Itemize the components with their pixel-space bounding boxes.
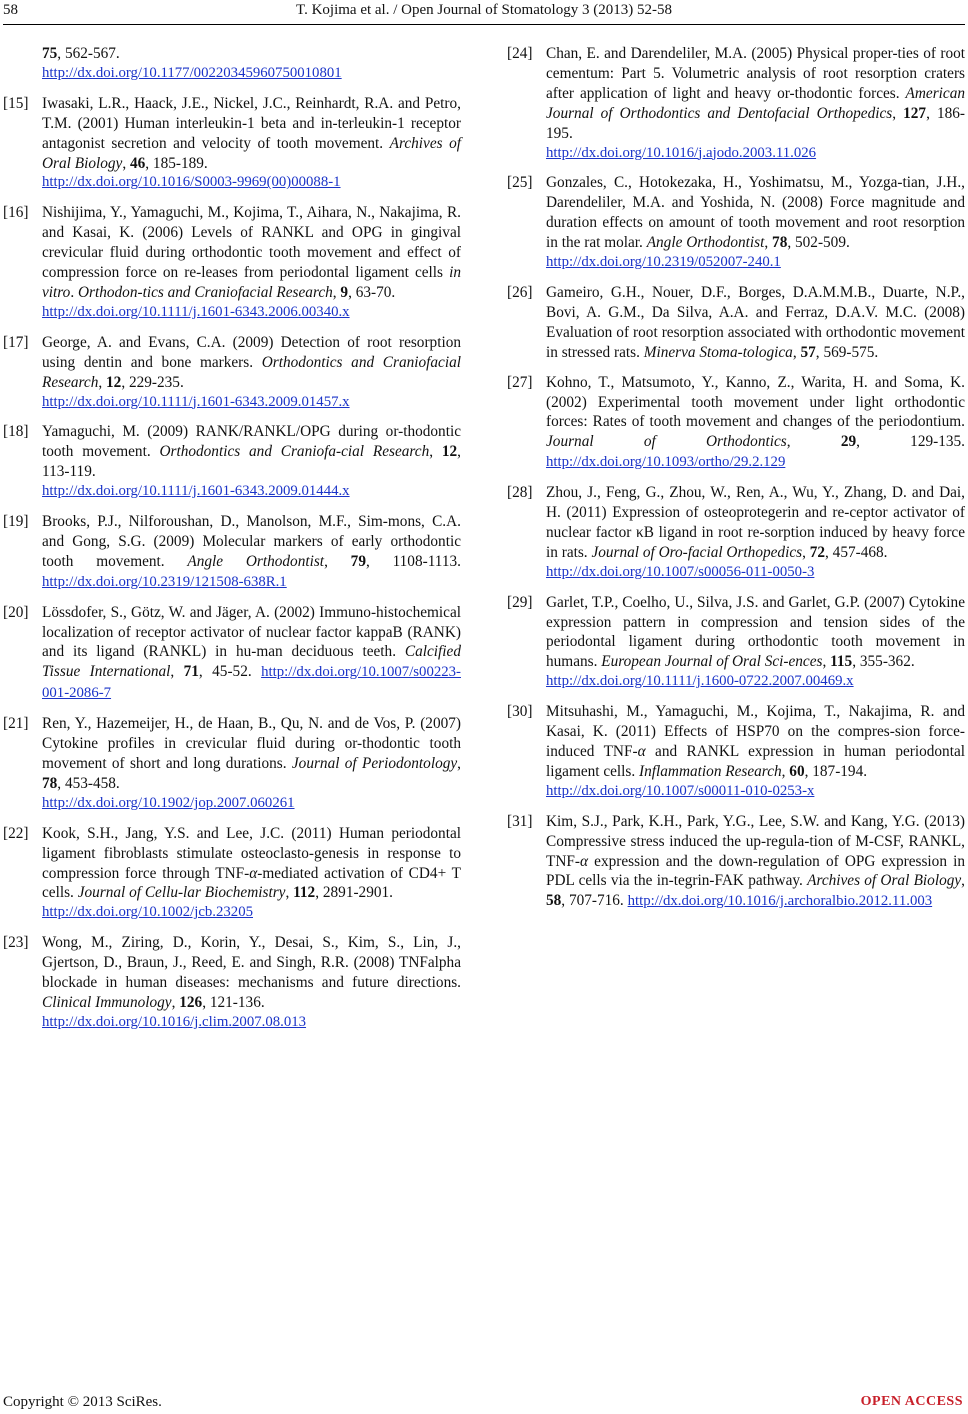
reference-text <box>42 604 461 702</box>
reference-text-segment: , 562-567. <box>57 45 120 62</box>
reference-text-segment: Minerva Stoma-tologica <box>643 343 793 361</box>
running-head: T. Kojima et al. / Open Journal of Stomatology 3 (2013) 52-58 <box>296 2 672 18</box>
reference-text-segment: Garlet, T.P., Coelho, U., Silva, J.S. and Garlet, G.P. (2007) Cytokine expression pattern in compression and tension sides of the periodontal ligament during orthodontic tooth movement in humans. <box>546 593 965 671</box>
doi-link[interactable]: http://dx.doi.org/10.1111/j.1600-0722.2007.00469.x <box>546 673 854 690</box>
reference-text <box>42 513 461 590</box>
reference-text-segment: , <box>961 872 965 890</box>
right-column <box>507 44 965 922</box>
reference-text <box>546 484 965 583</box>
reference-number: [18] <box>3 423 29 441</box>
reference-number: [27] <box>507 373 533 391</box>
reference-r18 <box>3 422 461 502</box>
doi-link[interactable]: http://dx.doi.org/10.1007/s00223-001-2086-7 <box>42 664 461 702</box>
doi-link[interactable]: http://dx.doi.org/10.1016/j.clim.2007.08.013 <box>42 1013 307 1030</box>
reference-text-segment: Kohno, T., Matsumoto, Y., Kanno, Z., Warita, H. and Soma, K. (2002) Experimental tooth movement under light orthodontic forces: Rates of tooth movement and changes of the periodontium. <box>546 373 965 431</box>
reference-text-segment: , 113-119. <box>42 443 461 481</box>
reference-text <box>42 825 461 924</box>
reference-r31 <box>507 812 965 913</box>
reference-text <box>42 204 461 322</box>
doi-link[interactable]: http://dx.doi.org/10.1002/jcb.23205 <box>42 904 253 921</box>
reference-text <box>42 715 461 814</box>
reference-text-segment: Journal of Cellu-lar Biochemistry <box>77 884 286 902</box>
reference-text-segment: Ren, Y., Hazemeijer, H., de Haan, B., Qu, N. and de Vos, P. (2007) Cytokine profiles in crevicular fluid during or-thodontic tooth movement of short and long durations. <box>42 715 461 772</box>
reference-text-segment: , 229-235. <box>121 373 184 391</box>
reference-text-segment: Lössdofer, S., Götz, W. and Jäger, A. (2002) Immuno-histochemical localization of receptor activator of nuclear factor kappaB (RANK) and its ligand (RANKL) in hu-man deciduous teeth. <box>42 603 461 661</box>
reference-text-segment: , 45-52. <box>198 663 262 681</box>
reference-text <box>546 594 965 693</box>
reference-text-segment: . <box>70 283 78 301</box>
reference-text-segment: 112 <box>293 884 316 902</box>
reference-text <box>546 374 965 471</box>
reference-r24 <box>507 44 965 163</box>
reference-text-segment: and RANKL expression in human periodontal ligament cells. <box>546 743 965 780</box>
reference-text-segment: , 355-362. <box>852 653 915 671</box>
reference-number: [25] <box>507 174 533 192</box>
reference-text-segment: 115 <box>830 653 853 671</box>
reference-text-segment: expression and the down-regulation of OPG expression in PDL cells via the in-tegrin-FAK pathway. <box>546 852 965 890</box>
reference-text-segment: Gameiro, G.H., Nouer, D.F., Borges, D.A.M.M.B., Duarte, N.P., Bovi, A. G.M., Da Silva, A.A. and Ferraz, D.A.V. M.C. (2008) Evaluation of root resorption associated with orthodontic movement in stressed rats. <box>546 283 965 361</box>
reference-text-segment: , <box>122 154 130 172</box>
copyright-notice: Copyright © 2013 SciRes. <box>3 1394 162 1410</box>
reference-text <box>546 813 965 910</box>
reference-text-segment: Archives of Oral Biology <box>807 872 962 890</box>
reference-text-segment: α <box>637 743 646 760</box>
doi-link[interactable]: http://dx.doi.org/10.1111/j.1601-6343.2006.00340.x <box>42 303 350 320</box>
reference-text-segment: 12 <box>106 373 122 391</box>
reference-text-segment: 78 <box>42 774 58 792</box>
reference-text-segment: 126 <box>179 993 203 1011</box>
reference-text-segment: , <box>429 443 442 461</box>
reference-text-segment: , 129-135. <box>856 433 965 451</box>
reference-text-segment: , <box>324 552 351 570</box>
reference-text-segment: Calcified Tissue International <box>42 643 461 681</box>
reference-text-segment: American Journal of Orthodontics and Dentofacial Orthopedics <box>546 84 965 122</box>
reference-r26 <box>507 283 965 363</box>
reference-text-segment: Clinical Immunology <box>42 993 172 1011</box>
reference-text-segment: Nishijima, Y., Yamaguchi, M., Kojima, T., Aihara, N., Nakajima, R. and Kasai, K. (2006) Levels of RANKL and OPG in gingival crevicular fluid during orthodontic tooth movement and effect of compression force on re-leases from periodontal ligament cells <box>42 204 461 282</box>
reference-text-segment: Yamaguchi, M. (2009) RANK/RANKL/OPG during or-thodontic tooth movement. <box>42 423 461 461</box>
doi-link[interactable]: http://dx.doi.org/10.1016/j.ajodo.2003.11.026 <box>546 144 817 161</box>
reference-text-segment: , 453-458. <box>57 774 120 792</box>
reference-r23 <box>3 933 461 1033</box>
reference-text-segment: Angle Orthodontist <box>187 552 325 570</box>
reference-r22 <box>3 824 461 924</box>
reference-text-segment: Inflammation Research <box>639 762 782 780</box>
doi-link[interactable]: http://dx.doi.org/10.1007/s00011-010-0253-x <box>546 782 815 799</box>
reference-text-segment: Journal of Periodontology <box>291 755 458 772</box>
reference-text-segment: Angle Orthodontist <box>646 234 765 252</box>
reference-text-segment: , <box>781 762 790 780</box>
reference-text-segment: , <box>786 433 841 451</box>
reference-r17 <box>3 333 461 413</box>
reference-number: [29] <box>507 593 533 611</box>
doi-link[interactable]: http://dx.doi.org/10.2319/121508-638R.1 <box>42 573 287 590</box>
reference-text-segment: , <box>98 373 107 391</box>
reference-text <box>42 934 461 1033</box>
reference-text-segment: Journal of Orthodontics <box>546 433 787 451</box>
reference-text-segment: -mediated activation of CD4+ T cells. <box>42 864 461 902</box>
page-number: 58 <box>3 2 18 18</box>
reference-text-segment: , 502-509. <box>787 234 850 252</box>
reference-text-segment: , 185-189. <box>145 154 208 172</box>
reference-text-segment: , <box>822 653 831 671</box>
reference-text-segment: 71 <box>183 663 199 681</box>
reference-text-segment: Iwasaki, L.R., Haack, J.E., Nickel, J.C., Reinhardt, R.A. and Petro, T.M. (2001) Human interleukin-1 beta and in-terleukin-1 receptor antagonist secretion and velocity of tooth movement. <box>42 94 461 152</box>
reference-text-segment: Journal of Oro-facial Orthopedics <box>591 543 803 561</box>
reference-text-segment: , 1108-1113. <box>365 552 461 570</box>
reference-text-segment: , 186-195. <box>546 104 965 142</box>
reference-text-segment: 46 <box>129 154 146 172</box>
reference-text-segment: Kook, S.H., Jang, Y.S. and Lee, J.C. (2011) Human periodontal ligament fibroblasts stimulate osteoclasto-genesis in response to compression force through TNF- <box>42 824 461 882</box>
reference-text <box>546 703 965 802</box>
reference-number: [31] <box>507 812 533 830</box>
doi-link[interactable]: http://dx.doi.org/10.1902/jop.2007.060261 <box>42 794 295 811</box>
reference-text-segment: 12 <box>441 443 458 461</box>
reference-text-segment: 127 <box>903 104 927 122</box>
doi-link[interactable]: http://dx.doi.org/10.1111/j.1601-6343.2009.01457.x <box>42 393 350 410</box>
reference-r16 <box>3 203 461 322</box>
reference-text-segment: European Journal of Oral Sci-ences <box>601 653 823 671</box>
reference-text <box>42 95 461 194</box>
reference-r27 <box>507 373 965 474</box>
doi-link[interactable]: http://dx.doi.org/10.1111/j.1601-6343.2009.01444.x <box>42 483 350 500</box>
reference-text-segment: Zhou, J., Feng, G., Zhou, W., Ren, A., Wu, Y., Zhang, D. and Dai, H. (2011) Expression of osteoprotegerin and re-ceptor activator of nuclear factor κB ligand in root re-sorption induced by heavy force in rats. <box>546 484 965 561</box>
reference-text-segment: , 121-136. <box>202 993 265 1011</box>
reference-text-segment: , <box>171 993 180 1011</box>
reference-text-segment: 58 <box>546 892 562 910</box>
doi-link[interactable]: http://dx.doi.org/10.1177/00220345960750010801 <box>42 64 342 81</box>
reference-text-segment: Gonzales, C., Hotokezaka, H., Yoshimatsu, M., Yozga-tian, J.H., Darendeliler, M.A. and Yoshida, N. (2008) Force magnitude and duration effects on amount of tooth movement and root resorption in the rat molar. <box>546 174 965 252</box>
reference-cont <box>3 44 461 84</box>
reference-text-segment: Kim, S.J., Park, K.H., Park, Y.G., Lee, S.W. and Kang, Y.G. (2013) Compressive stress induced the up-regula-tion of M-CSF, RANKL, TNF- <box>546 812 965 870</box>
reference-text <box>42 45 461 84</box>
reference-text-segment: 75 <box>42 45 58 62</box>
reference-text-segment: , <box>764 234 773 252</box>
reference-text-segment: 79 <box>350 552 366 570</box>
reference-text <box>546 284 965 361</box>
reference-number: [19] <box>3 513 29 531</box>
reference-text-segment: α <box>580 852 589 870</box>
reference-text-segment: Orthodon-tics and Craniofacial Research <box>77 283 333 301</box>
reference-text-segment: , 457-468. <box>825 543 888 561</box>
reference-text-segment: Chan, E. and Darendeliler, M.A. (2005) Physical proper-ties of root cementum: Part 5. Volumetric analysis of root resorption craters after application of light and heavy or-thodontic forces. <box>546 45 965 102</box>
reference-text-segment: , 187-194. <box>804 762 868 780</box>
reference-number: [26] <box>507 283 533 301</box>
reference-number: [24] <box>507 45 533 62</box>
reference-r19 <box>3 512 461 593</box>
reference-r20 <box>3 603 461 705</box>
reference-text-segment: , <box>332 283 341 301</box>
header-rule <box>3 24 965 25</box>
reference-text-segment: 57 <box>800 343 816 361</box>
reference-text-segment: 29 <box>840 433 857 451</box>
running-header <box>0 0 968 26</box>
reference-text-segment: Orthodontics and Craniofa-cial Research <box>159 443 430 461</box>
reference-text-segment: in vitro <box>42 264 461 301</box>
doi-link[interactable]: http://dx.doi.org/10.2319/052007-240.1 <box>546 254 781 271</box>
open-access-label: OPEN ACCESS <box>860 1394 963 1409</box>
doi-link[interactable]: http://dx.doi.org/10.1016/j.archoralbio.2012.11.003 <box>627 893 933 910</box>
reference-text-segment: , <box>802 543 810 561</box>
doi-link[interactable]: http://dx.doi.org/10.1093/ortho/29.2.129 <box>546 454 786 471</box>
doi-link[interactable]: http://dx.doi.org/10.1016/S0003-9969(00)00088-1 <box>42 174 341 191</box>
reference-text-segment: α <box>249 864 258 882</box>
reference-text-segment: , 2891-2901. <box>315 884 393 902</box>
reference-text-segment: , <box>170 663 184 681</box>
reference-text <box>546 45 965 163</box>
reference-text-segment: 60 <box>789 762 805 780</box>
reference-text-segment: , <box>892 104 904 122</box>
reference-text-segment: 9 <box>340 283 349 301</box>
doi-link[interactable]: http://dx.doi.org/10.1007/s00056-011-0050-3 <box>546 563 815 580</box>
reference-text-segment: Archives of Oral Biology <box>42 134 462 172</box>
reference-r28 <box>507 483 965 583</box>
reference-text-segment: 78 <box>772 234 788 252</box>
reference-text-segment: Orthodontics and Craniofacial Research <box>42 353 461 391</box>
reference-number: [20] <box>3 603 29 621</box>
reference-number: [21] <box>3 715 29 733</box>
reference-text-segment: George, A. and Evans, C.A. (2009) Detection of root resorption using dentin and bone markers. <box>42 333 461 371</box>
reference-text-segment: , 63-70. <box>348 283 396 301</box>
reference-text-segment: , <box>457 755 461 772</box>
reference-text-segment: , <box>285 884 294 902</box>
reference-number: [22] <box>3 824 29 842</box>
reference-text-segment: Brooks, P.J., Nilforoushan, D., Manolson, M.F., Sim-mons, C.A. and Gong, S.G. (2009) Molecular markers of early orthodontic tooth movement. <box>42 513 461 570</box>
reference-text <box>42 334 461 413</box>
reference-r15 <box>3 94 461 194</box>
reference-text-segment: , <box>792 343 801 361</box>
reference-text-segment: Mitsuhashi, M., Yamaguchi, M., Kojima, T., Nakajima, R. and Kasai, K. (2011) Effects of HSP70 on the compres-sion force-induced TNF- <box>546 703 965 760</box>
reference-text-segment: 72 <box>809 543 826 561</box>
reference-text-segment: , 569-575. <box>815 343 879 361</box>
reference-number: [15] <box>3 94 29 112</box>
reference-text <box>42 423 461 502</box>
reference-number: [17] <box>3 333 29 351</box>
reference-r29 <box>507 593 965 693</box>
left-column <box>3 44 461 1043</box>
reference-r25 <box>507 173 965 273</box>
reference-number: [28] <box>507 484 533 502</box>
reference-text-segment: , 707-716. <box>561 892 628 910</box>
reference-number: [30] <box>507 703 533 721</box>
reference-text-segment: Wong, M., Ziring, D., Korin, Y., Desai, S., Kim, S., Lin, J., Gjertson, D., Braun, J., Reed, E. and Singh, R.R. (2008) TNFalpha blockade in human diseases: mechanisms and future directions. <box>42 934 461 992</box>
reference-number: [23] <box>3 934 29 952</box>
reference-number: [16] <box>3 204 29 222</box>
reference-text <box>546 174 965 273</box>
reference-r21 <box>3 714 461 814</box>
reference-r30 <box>507 702 965 802</box>
